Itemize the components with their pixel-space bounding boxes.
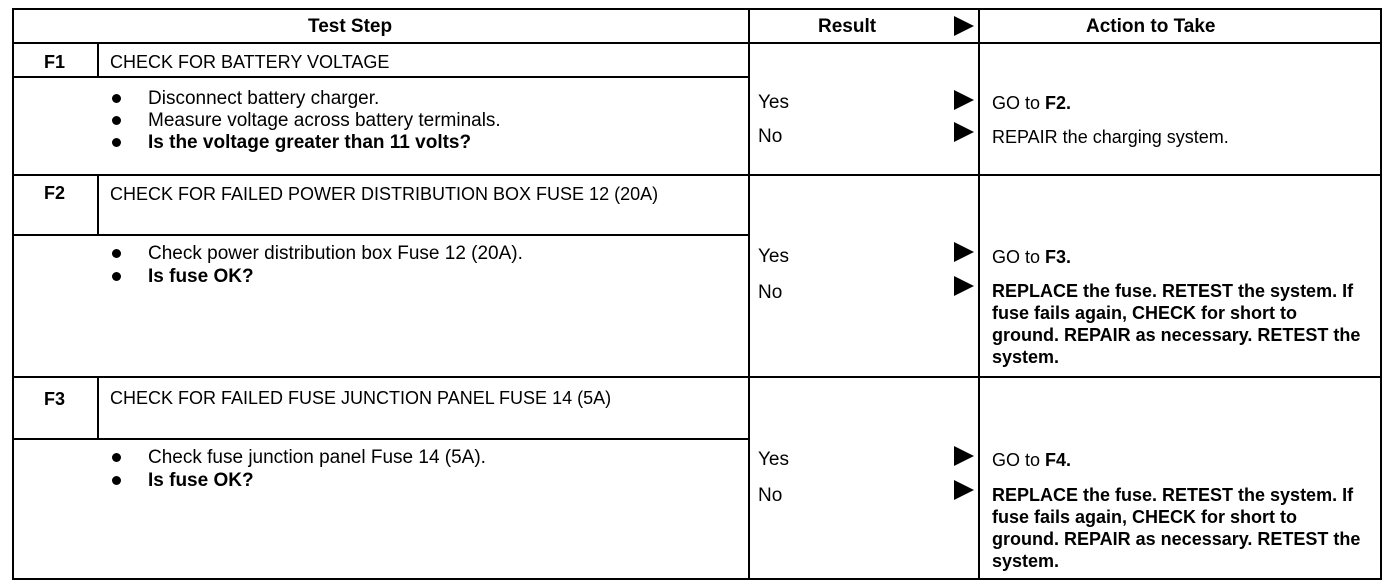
header-arrow-icon	[954, 16, 974, 36]
bullet-icon	[112, 272, 121, 281]
instruction: Is fuse OK?	[148, 470, 254, 491]
step-title: CHECK FOR FAILED POWER DISTRIBUTION BOX FUSE 12 (20A)	[110, 184, 659, 204]
result-yes: Yes	[758, 449, 789, 470]
result-arrow-icon	[954, 276, 974, 296]
result-arrow-icon	[954, 446, 974, 466]
result-arrow-icon	[954, 90, 974, 110]
header-divider	[14, 42, 1380, 44]
instruction: Disconnect battery charger.	[148, 88, 380, 109]
action-column-divider	[978, 10, 980, 578]
step-id-divider	[97, 174, 99, 234]
result-arrow-icon	[954, 122, 974, 142]
action-text: GO to F2.	[992, 93, 1072, 113]
bullet-icon	[112, 453, 121, 462]
bullet-icon	[112, 249, 121, 258]
bullet-icon	[112, 138, 121, 147]
action-text: GO to F4.	[992, 450, 1072, 470]
result-yes: Yes	[758, 246, 789, 267]
step-id-divider	[97, 376, 99, 438]
result-no: No	[758, 282, 783, 303]
step-title-divider	[14, 438, 750, 440]
action-text: REPAIR the charging system.	[992, 127, 1229, 147]
action-text: GO to F3.	[992, 247, 1072, 267]
header-result: Result	[818, 16, 877, 37]
result-no: No	[758, 485, 783, 506]
bullet-icon	[112, 94, 121, 103]
header-action: Action to Take	[1086, 16, 1216, 37]
instruction: Check power distribution box Fuse 12 (20A).	[148, 243, 523, 264]
bullet-icon	[112, 116, 121, 125]
result-arrow-icon	[954, 242, 974, 262]
action-text: REPLACE the fuse. RETEST the system. If fuse fails again, CHECK for short to ground. REPAIR as necessary. RETEST the system.	[992, 281, 1361, 367]
bullet-icon	[112, 476, 121, 485]
result-column-divider	[748, 10, 750, 578]
step-title: CHECK FOR BATTERY VOLTAGE	[110, 52, 390, 72]
header-test-step: Test Step	[308, 16, 393, 37]
instruction: Is the voltage greater than 11 volts?	[148, 132, 472, 153]
step-title-divider	[14, 76, 750, 78]
result-no: No	[758, 126, 783, 147]
step-title-divider	[14, 234, 750, 236]
step-id: F1	[44, 52, 66, 72]
step-id: F2	[44, 183, 66, 203]
instruction: Is fuse OK?	[148, 266, 254, 287]
step-title: CHECK FOR FAILED FUSE JUNCTION PANEL FUSE 14 (5A)	[110, 388, 612, 408]
diagnostic-table	[12, 8, 1382, 580]
step-divider	[14, 376, 1380, 378]
instruction: Check fuse junction panel Fuse 14 (5A).	[148, 447, 486, 468]
result-yes: Yes	[758, 92, 789, 113]
step-divider	[14, 174, 1380, 176]
instruction: Measure voltage across battery terminals.	[148, 110, 501, 131]
action-text: REPLACE the fuse. RETEST the system. If fuse fails again, CHECK for short to ground. REPAIR as necessary. RETEST the system.	[992, 485, 1361, 571]
step-id-divider	[97, 42, 99, 77]
step-id: F3	[44, 389, 66, 409]
result-arrow-icon	[954, 480, 974, 500]
